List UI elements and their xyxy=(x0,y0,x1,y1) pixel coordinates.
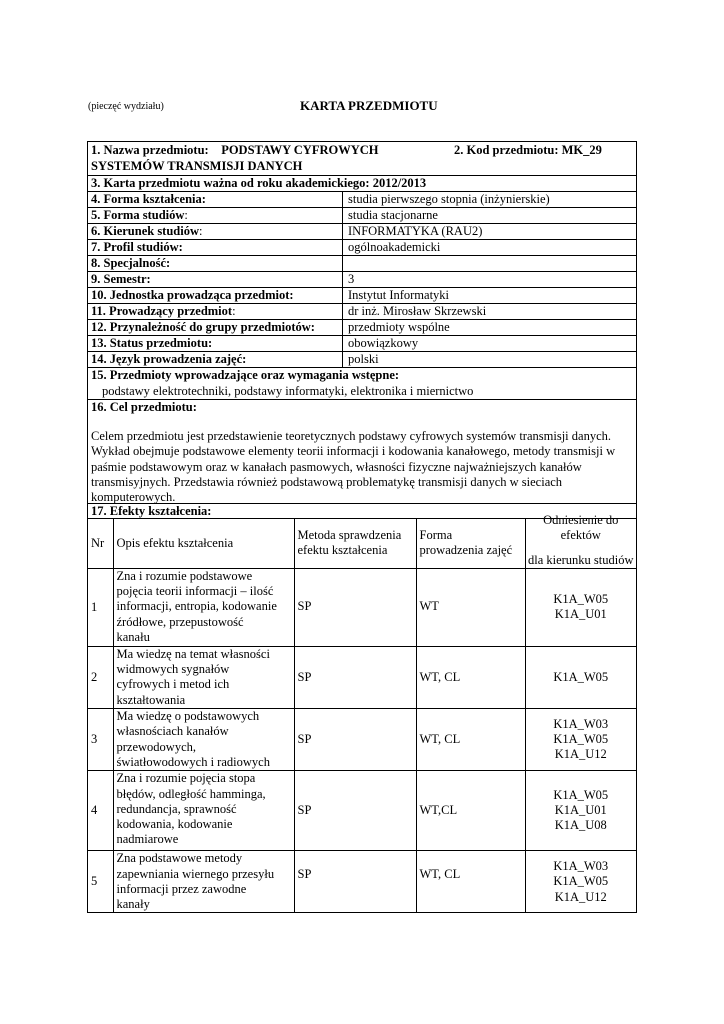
course-name-value: PODSTAWY CYFROWYCH xyxy=(221,143,379,157)
outcome-method: SP xyxy=(294,646,416,708)
course-name-value-line2: SYSTEMÓW TRANSMISJI DANYCH xyxy=(91,159,303,173)
outcome-nr: 3 xyxy=(88,709,113,771)
field-value: INFORMATYKA (RAU2) xyxy=(348,224,483,238)
goal-heading: 16. Cel przedmiotu: xyxy=(91,400,197,414)
col-nr-header: Nr xyxy=(88,519,113,568)
outcome-row xyxy=(88,851,636,913)
field-value: 3 xyxy=(348,272,355,286)
field-row xyxy=(88,208,636,224)
document-title: KARTA PRZEDMIOTU xyxy=(300,98,438,113)
course-name-label: 1. Nazwa przedmiotu: PODSTAWY CYFROWYCH xyxy=(91,143,379,157)
col-ref-header: Odniesienie do efektów dla kierunku studiów xyxy=(525,519,636,568)
col-method-header: Metoda sprawdzenia efektu kształcenia xyxy=(294,519,416,568)
goal-line: Celem przedmiotu jest przedstawienie teoretycznych podstawy cyfrowych systemów transmisji danych. xyxy=(91,429,611,443)
outcome-row xyxy=(88,771,636,851)
outcome-refs: K1A_W03 K1A_W05 K1A_U12 xyxy=(525,709,636,771)
prerequisites-text: podstawy elektrotechniki, podstawy informatyki, elektronika i miernictwo xyxy=(102,384,474,398)
outcome-form: WT, CL xyxy=(416,851,525,913)
goal-row xyxy=(88,400,636,504)
outcome-form: WT xyxy=(416,568,525,646)
field-row xyxy=(88,192,636,208)
course-name-row xyxy=(88,142,636,176)
outcome-nr: 2 xyxy=(88,646,113,708)
goal-line: Wykład obejmuje podstawowe elementy teorii informacji i kodowania kanałowego, metody transmisji w xyxy=(91,444,616,459)
course-code: 2. Kod przedmiotu: MK_29 xyxy=(454,143,602,157)
outcome-method: SP xyxy=(294,709,416,771)
outcome-method: SP xyxy=(294,771,416,851)
course-card xyxy=(87,141,637,913)
outcome-refs: K1A_W05 K1A_U01 K1A_U08 xyxy=(525,771,636,851)
outcome-desc: Zna podstawowe metody zapewniania wiernego przesyłu informacji przez zawodne kanały xyxy=(113,851,294,913)
field-value: ogólnoakademicki xyxy=(348,240,441,254)
field-row xyxy=(88,336,636,352)
outcome-desc: Zna i rozumie podstawowe pojęcia teorii informacji – ilość informacji, entropia, kodowanie źródłowe, przepustowość kanału xyxy=(113,568,294,646)
outcome-desc: Zna i rozumie pojęcia stopa błędów, odległość hamminga, redundancja, sprawność kodowania, kodowanie nadmiarowe xyxy=(113,771,294,851)
field-value: przedmioty wspólne xyxy=(348,320,450,334)
validity-row: 3. Karta przedmiotu ważna od roku akademickiego: 2012/2013 xyxy=(88,176,636,192)
outcomes-header-row xyxy=(88,519,636,568)
field-value: obowiązkowy xyxy=(348,336,419,350)
field-label: 14. Język prowadzenia zajęć: xyxy=(88,352,343,367)
field-row xyxy=(88,272,636,288)
field-label: 6. Kierunek studiów: xyxy=(88,224,343,239)
outcome-form: WT, CL xyxy=(416,646,525,708)
goal-paragraph xyxy=(91,429,636,505)
field-label: 9. Semestr: xyxy=(88,272,343,287)
outcome-nr: 4 xyxy=(88,771,113,851)
field-row xyxy=(88,352,636,368)
outcome-method: SP xyxy=(294,851,416,913)
field-value: dr inż. Mirosław Skrzewski xyxy=(348,304,487,318)
col-desc-header: Opis efektu kształcenia xyxy=(113,519,294,568)
field-label: 8. Specjalność: xyxy=(88,256,343,271)
field-value: polski xyxy=(348,352,379,366)
outcome-nr: 5 xyxy=(88,851,113,913)
outcome-row xyxy=(88,568,636,646)
field-label: 5. Forma studiów: xyxy=(88,208,343,223)
outcome-desc: Ma wiedzę o podstawowych własnościach kanałów przewodowych, światłowodowych i radiowych xyxy=(113,709,294,771)
field-label: 12. Przynależność do grupy przedmiotów: xyxy=(88,320,343,335)
prerequisites-row xyxy=(88,368,636,400)
field-row xyxy=(88,320,636,336)
field-row xyxy=(88,224,636,240)
field-row xyxy=(88,256,636,272)
outcome-row xyxy=(88,709,636,771)
field-row xyxy=(88,240,636,256)
field-row xyxy=(88,304,636,320)
outcome-refs: K1A_W05 xyxy=(525,646,636,708)
outcomes-table xyxy=(88,513,636,913)
goal-line: transmisyjnych. Przedstawia również podstawową problematykę transmisji danych w sieciach xyxy=(91,474,563,489)
outcome-row xyxy=(88,646,636,708)
outcome-form: WT,CL xyxy=(416,771,525,851)
field-value: studia stacjonarne xyxy=(348,208,438,222)
fields-list xyxy=(88,192,636,368)
field-label: 7. Profil studiów: xyxy=(88,240,343,255)
col-form-header: Forma prowadzenia zajęć xyxy=(416,519,525,568)
field-value: Instytut Informatyki xyxy=(348,288,450,302)
outcome-nr: 1 xyxy=(88,568,113,646)
faculty-stamp-label: (pieczęć wydziału) xyxy=(88,101,164,112)
field-value xyxy=(343,256,636,271)
field-label: 4. Forma kształcenia: xyxy=(88,192,343,207)
field-row xyxy=(88,288,636,304)
prerequisites-heading: 15. Przedmioty wprowadzające oraz wymagania wstępne: xyxy=(91,368,400,382)
goal-line: komputerowych. xyxy=(91,490,176,505)
field-label: 11. Prowadzący przedmiot: xyxy=(88,304,343,319)
goal-line: paśmie podstawowym oraz w kanałach pasmowych, własności fizyczne najważniejszych kanałów xyxy=(91,459,582,474)
outcome-form: WT, CL xyxy=(416,709,525,771)
outcome-refs: K1A_W05 K1A_U01 xyxy=(525,568,636,646)
field-value: studia pierwszego stopnia (inżynierskie) xyxy=(348,192,550,206)
field-label: 10. Jednostka prowadząca przedmiot: xyxy=(88,288,343,303)
field-label: 13. Status przedmiotu: xyxy=(88,336,343,351)
outcome-refs: K1A_W03 K1A_W05 K1A_U12 xyxy=(525,851,636,913)
outcomes-heading: 17. Efekty kształcenia: xyxy=(88,504,636,519)
outcome-rows xyxy=(88,568,636,913)
outcome-desc: Ma wiedzę na temat własności widmowych sygnałów cyfrowych i metod ich kształtowania xyxy=(113,646,294,708)
outcome-method: SP xyxy=(294,568,416,646)
